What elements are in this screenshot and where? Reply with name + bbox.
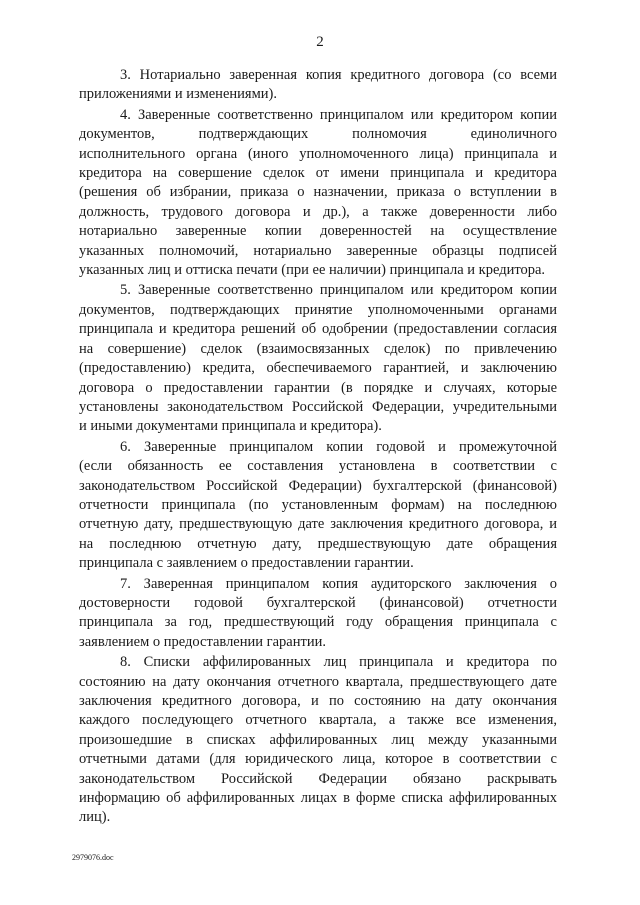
text-line: 4. Заверенные соответственно принципалом или кредитором копии [120,106,557,123]
text-line: (решения об избрании, приказа о назначении, приказа о вступлении в [79,184,557,201]
text-line: указанных полномочий, нотариально заверенные образцы подписей [79,242,557,259]
page-number: 2 [316,34,324,50]
paragraph-7 [79,575,557,653]
text-line: информацию об аффилированных лицах в форме списка аффилированных [79,790,557,807]
file-name-footer: 2979076.doc [72,853,114,862]
text-line: (если обязанность ее составления установлена в соответствии с [79,458,557,475]
text-line: состоянию на дату окончания отчетного квартала, предшествующего дате [79,673,557,690]
text-line: принципала с заявлением о предоставлении гарантии. [79,555,414,572]
text-line: установлены законодательством Российской Федерации, учредительными [79,398,557,415]
text-line: приложениями и изменениями). [79,86,277,103]
text-line: достоверности годовой бухгалтерской (финансовой) отчетности [79,594,557,611]
text-line: на совершение) сделок (взаимосвязанных сделок) по привлечению [79,340,557,357]
text-line: 3. Нотариально заверенная копия кредитного договора (со всеми [120,67,557,83]
text-line: кредитора на совершение сделок от имени принципала и кредитора [79,165,557,182]
text-line: заявлением о предоставлении гарантии. [79,633,326,650]
text-line: документов, подтверждающих принятие уполномоченными органами [79,301,557,318]
text-line: 6. Заверенные принципалом копии годовой и промежуточной [120,438,557,455]
paragraph-3 [79,66,557,105]
text-line: законодательством Российской Федерации) бухгалтерской (финансовой) [79,477,557,494]
text-line: каждого последующего отчетного квартала, а также все изменения, [79,712,557,729]
text-line: (предоставлению) кредита, обеспечиваемого гарантией, и заключению [79,360,557,377]
text-line: и иными документами принципала и кредитора). [79,418,382,435]
paragraph-8 [79,653,557,828]
text-line: законодательством Российской Федерации обязано раскрывать [79,770,557,787]
text-line: принципала и кредитора решений об одобрении (предоставлении согласия [79,321,557,338]
text-line: указанных лиц и оттиска печати (при ее наличии) принципала и кредитора. [79,262,546,279]
text-line: 8. Списки аффилированных лиц принципала и кредитора по [120,654,557,671]
document-body [79,66,557,829]
text-line: лиц). [79,809,111,826]
text-line: 5. Заверенные соответственно принципалом или кредитором копии [120,282,557,299]
text-line: отчетности принципала (по установленным формам) на последнюю [79,496,557,513]
paragraph-5 [79,281,557,436]
text-line: отчетную дату, предшествующую дате заключения кредитного договора, и [79,516,557,533]
text-line: договора о предоставлении гарантии (в порядке и случаях, которые [79,379,557,396]
text-line: документов, подтверждающих полномочия единоличного [79,126,557,143]
text-line: произошедшие в списках аффилированных лиц между указанными [79,731,557,748]
text-line: нотариально заверенные копии доверенностей на осуществление [79,223,557,240]
text-line: должность, трудового договора и др.), а также доверенности либо [79,203,557,220]
paragraph-6 [79,438,557,574]
paragraph-4 [79,106,557,281]
text-line: заключения кредитного договора, и по состоянию на дату окончания [79,693,557,709]
text-line: на последнюю отчетную дату, предшествующую дате обращения [79,535,557,552]
text-line: принципала за год, предшествующий году обращения принципала с [79,614,557,631]
text-line: отчетными датами (для юридического лица, которое в соответствии с [79,751,557,768]
text-line: 7. Заверенная принципалом копия аудиторского заключения о [120,575,557,592]
text-line: исполнительного органа (иного уполномоченного лица) принципала и [79,145,557,162]
